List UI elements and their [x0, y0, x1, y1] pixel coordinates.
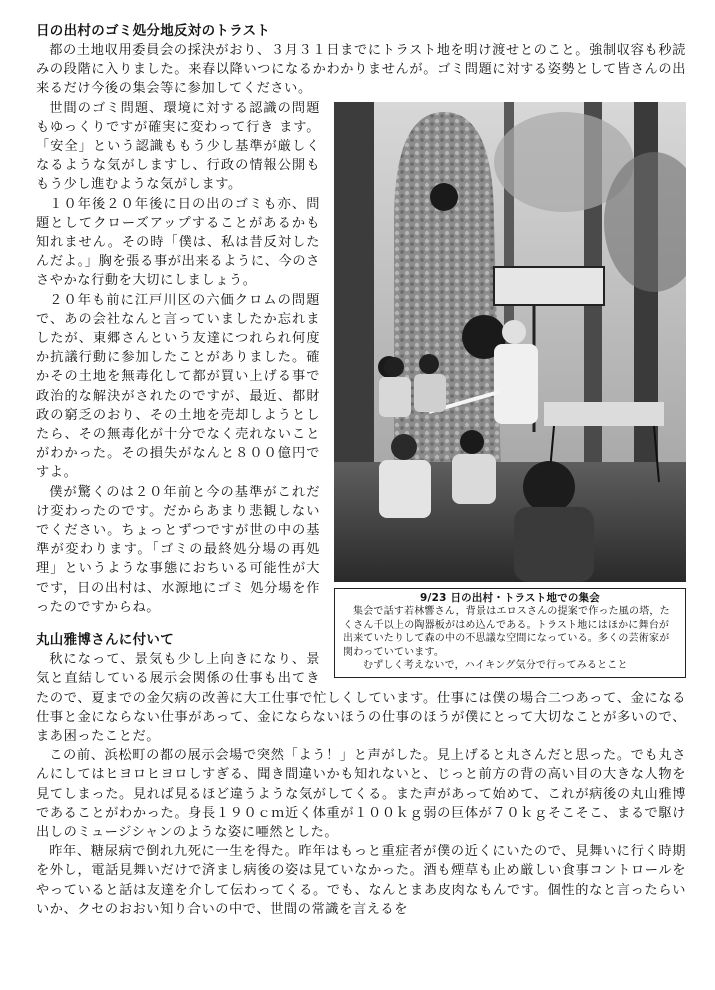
section-heading-trust: 日の出村のゴミ処分地反対のトラスト	[36, 23, 271, 39]
paragraph: 世間のゴミ問題、環境に対する認識の問題もゆっくりですが確実に変わって行き ます。「安全」という認識ももう少し基準が厳しくなるような気がしますし、行政の情報公開ももう少し進むような気がします。	[36, 100, 320, 193]
paragraph: この前、浜松町の都の展示会場で突然「よう！」と声がした。見上げると丸さんだと思った。でも丸さんにしてはヒヨロヒヨロしすぎる、聞き間違いかも知れないと、じっと前方の背の高い目の大きな人物を見てしまった。見れば見るほど違うような気がしてくる。また声があって始めて、これが病後の丸山雅博であることがわかった。身長１９０ｃｍ近く体重が１００ｋｇ弱の巨体が７０ｋｇそこそこ、まるで駆け出しのミュージシャンのような姿に唖然とした。	[36, 748, 686, 840]
photo-with-caption	[334, 102, 686, 678]
photo-wind-tower-gathering	[334, 102, 686, 582]
caption-title: 9/23 日の出村・トラスト地での集会	[420, 591, 600, 604]
paragraph: ２０年も前に江戸川区の六価クロムの問題で、あの会社なんと言っていましたか忘れましたが、東郷さんという友達につれられ何度か抗議行動に参加したことがありました。確かその土地を無毒化して都が買い上げる事で政治的な解決がされたのですが、最近、都財政の窮乏のおり、その土地を売却しようとしたら、その無毒化が十分でなく売れないことがわかった。その損失がなんと８００億円ですよ。	[36, 292, 320, 481]
paragraph: 僕が驚くのは２０年前と今の基準がこれだけ変わったのです。だからあまり悲観しないでください。ちょっとずつですが世の中の基準が変わります。「ゴミの最終処分場の再処理」というような事態におちいる可能性が大です，日の出村は、水源地にゴミ 処分場を作ったのですからね。	[36, 484, 320, 615]
paragraph: 秋になって、景気も少し上向きになり、景気と直結している展示会関係の仕事も出てきたので、夏までの金欠病の改善に大工仕事で忙しくしています。仕事には僕の場合二つあって、金になる仕事と金にならない仕事があって、金にならないほうの仕事のほうが僕にとって大切なことが多いので、まあ困ったことだ。	[36, 652, 686, 744]
paragraph: １０年後２０年後に日の出のゴミも亦、問題としてクローズアップすることがあるかも知れません。その時「僕は、私は昔反対したんだよ。」胸を張る事が出来るように、今のささやかな行動を大切にしましょう。	[36, 196, 320, 289]
newsletter-page	[36, 22, 686, 919]
paragraph: 都の土地収用委員会の採決がおり、３月３１日までにトラスト地を明け渡せとのこと。強制収容も秒読みの段階に入りました。来春以降いつになるかわかりませんが。ゴミ問題に対する姿勢として皆さんの出来るだけ今後の集会等に参加してください。	[36, 43, 686, 97]
paragraph: 昨年、糖尿病で倒れ九死に一生を得た。昨年はもっと重症者が僕の近くにいたので、見舞いに行く時期を外し，電話見舞いだけで済まし病後の姿は見ていなかった。酒も煙草も止め厳しい食事コントロールをやっていると話は友達を介して伝わってくる。でも、なんとまあ皮肉なもんです。個性的なと言ったらいいか、クセのおおい知り合いの中で、世間の常識を言えるを	[36, 844, 686, 917]
section-heading-maruyama: 丸山雅博さんに付いて	[36, 632, 174, 649]
caption-note: むずしく考えないで，ハイキング気分で行ってみるとこと	[363, 660, 628, 672]
caption-body: 集会で話す若林響さん，背景はエロスさんの提案で作った風の塔，たくさん千以上の陶器板がはめ込んである。トラスト地にはほかに舞台が出来ていたりして森の中の不思議な空間になっている。多くの芸術家が関わっていています。	[343, 606, 670, 658]
photo-caption	[334, 588, 686, 678]
